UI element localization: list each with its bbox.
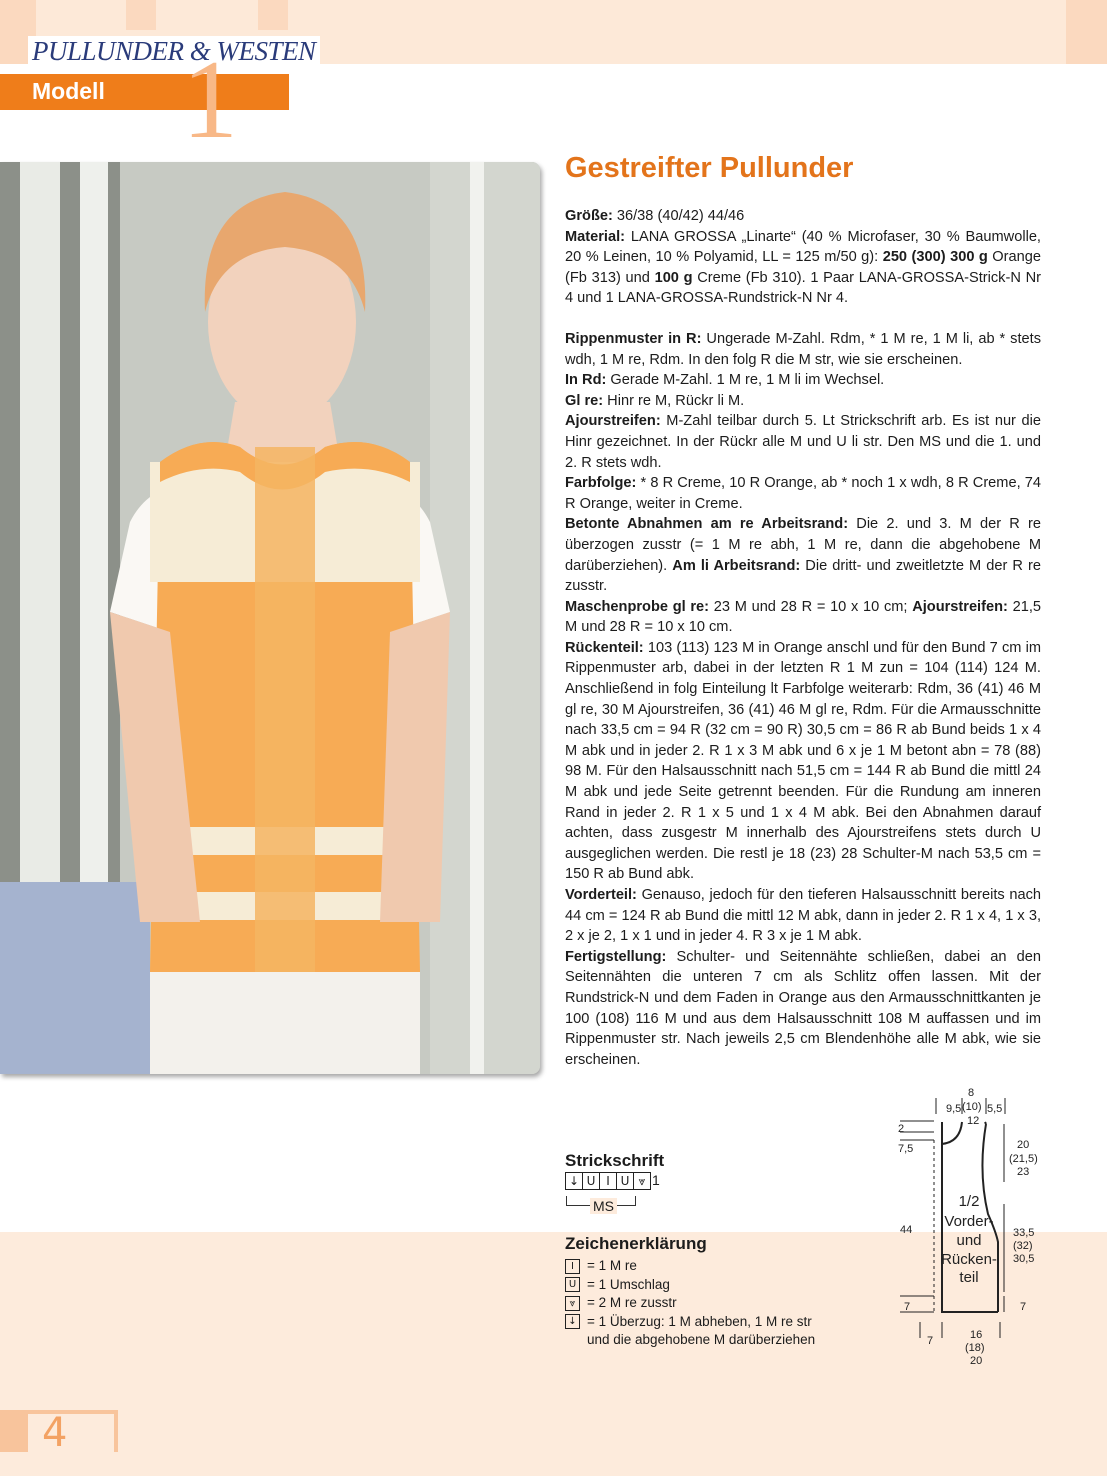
- material-amount: 100 g: [654, 269, 693, 286]
- material-text: Creme (Fb 310). 1 Paar LANA-GROSSA-Strick-N Nr 4 und 1 LANA-GROSSA-Rundstrick-N Nr 4.: [565, 269, 1041, 307]
- in-rounds-paragraph: [565, 370, 1041, 391]
- dim-bottom-16b: (18): [965, 1342, 985, 1354]
- legend-text: = 1 M re: [587, 1258, 637, 1273]
- material-amount: 250 (300) 300 g: [882, 249, 988, 266]
- dim-right-20c: 23: [1017, 1166, 1030, 1178]
- legend-title: Zeichenerklärung: [565, 1234, 707, 1253]
- chart-cell: U: [616, 1172, 634, 1190]
- dim-bottom-7: 7: [927, 1335, 934, 1347]
- finishing-text: Schulter- und Seitennähte schließen, dabei an den Seitennähten die unteren 7 cm als Schlitz offen lassen. Mit der Rundstrick-N und dem Faden in Orange aus den Armausschnittkanten je 100 (108) 116 M und aus dem Halsausschnitt 108 M auffassen und im Rippenmuster str. Nach jeweils 2,5 cm Blendenhöhe alle M abk, wie sie erscheinen.: [565, 948, 1041, 1068]
- dim-top-a: 9,5: [946, 1103, 962, 1115]
- material-text: Orange (Fb 313) und: [565, 249, 1041, 286]
- dim-top-b1: 8: [968, 1087, 975, 1099]
- skp-symbol-icon: ↓: [565, 1314, 580, 1329]
- neckline-curve: [942, 1122, 962, 1144]
- model-photo-illustration: [0, 162, 540, 1074]
- back-label: Rückenteil:: [565, 639, 644, 656]
- schematic-diagram: [890, 1082, 1065, 1372]
- rib-pattern-text: Ungerade M-Zahl. Rdm, * 1 M re, 1 M li, ab * stets wdh, 1 M re, Rdm. In den folg R die M str, wie sie erscheinen.: [565, 330, 1042, 368]
- legend-item: [565, 1294, 815, 1313]
- series-title: PULLUNDER & WESTEN: [28, 36, 320, 67]
- legend-text: = 1 Überzug: 1 M abheben, 1 M re str: [587, 1313, 812, 1329]
- header-block: [1066, 0, 1107, 64]
- decrease-paragraph: [565, 514, 1041, 596]
- rib-pattern-label: Rippenmuster in R:: [565, 330, 702, 347]
- left-edge-label: Am li Arbeitsrand:: [672, 557, 801, 574]
- material-label: Material:: [565, 228, 626, 245]
- legend-item: [565, 1257, 815, 1276]
- article-title: Gestreifter Pullunder: [565, 152, 854, 184]
- stockinette-text: Hinr re M, Rückr li M.: [603, 392, 745, 409]
- decrease-text: Die 2. und 3. M der R re überzogen zusstr (= 1 M re abh, 1 M re, dann die abgehobene M darüberziehen).: [565, 516, 1041, 574]
- front-text: Genauso, jedoch für den tieferen Halsausschnitt bereits nach 44 cm = 124 R ab Bund die mittl 12 M abk, dann in jeder 2. R 1 x 4, 1 x 3, 2 x je 2, 1 x 1 und in jeder 4. R 3 x je 1 M abk.: [565, 887, 1041, 945]
- instructions-text: [565, 206, 1041, 1070]
- chart-cell: I: [599, 1172, 617, 1190]
- piece-label-5: teil: [959, 1269, 979, 1286]
- in-rounds-text: Gerade M-Zahl. 1 M re, 1 M li im Wechsel.: [606, 372, 885, 389]
- piece-label-4: Rücken-: [941, 1251, 997, 1268]
- dim-right-20a: 20: [1017, 1139, 1030, 1151]
- stockinette-paragraph: [565, 391, 1041, 412]
- stockinette-label: Gl re:: [565, 392, 604, 409]
- left-edge-text: Die dritt- und zweitletzte M der R re zusstr.: [565, 557, 1041, 595]
- finishing-paragraph: [565, 947, 1041, 1071]
- chart-cell: ⩔: [633, 1172, 651, 1190]
- repeat-label: MS: [590, 1198, 617, 1214]
- gauge-lace-label: Ajourstreifen:: [912, 598, 1008, 615]
- dim-left-2: 2: [898, 1123, 905, 1135]
- dim-left-7: 7: [904, 1301, 911, 1313]
- gauge-paragraph: [565, 597, 1041, 638]
- color-sequence-label: Farbfolge:: [565, 475, 637, 492]
- header-block: [258, 0, 288, 30]
- knitting-chart: [565, 1172, 650, 1190]
- size-paragraph: [565, 206, 1041, 227]
- header-block: [126, 0, 156, 30]
- piece-label-3: und: [956, 1232, 982, 1249]
- in-rounds-label: In Rd:: [565, 372, 607, 389]
- back-paragraph: [565, 638, 1041, 885]
- gauge-text: 23 M und 28 R = 10 x 10 cm;: [709, 598, 913, 615]
- page-number: 4: [42, 1410, 68, 1456]
- dim-bottom-16c: 20: [970, 1355, 983, 1367]
- legend-text: und die abgehobene M darüberziehen: [587, 1332, 816, 1347]
- dim-right-335c: 30,5: [1013, 1253, 1035, 1265]
- chart-cell: ↓: [565, 1172, 583, 1190]
- shoulder-line: [985, 1122, 986, 1124]
- dim-top-b2: (10): [962, 1101, 982, 1113]
- modell-number: 1: [182, 38, 238, 162]
- legend-text: = 1 Umschlag: [587, 1276, 670, 1292]
- chart-title: Strickschrift: [565, 1151, 665, 1170]
- lace-stripe-paragraph: [565, 411, 1041, 473]
- front-label: Vorderteil:: [565, 887, 637, 903]
- dim-top-b3: 12: [967, 1115, 980, 1127]
- dim-right-20b: (21,5): [1009, 1153, 1038, 1165]
- decrease-label: Betonte Abnahmen am re Arbeitsrand:: [565, 516, 849, 533]
- dim-right-335b: (32): [1013, 1240, 1033, 1252]
- chart-row-number: 1: [652, 1172, 660, 1188]
- piece-label-2: Vorder-: [944, 1213, 994, 1230]
- legend-item: [565, 1276, 815, 1295]
- legend-text: = 2 M re zusstr: [587, 1295, 677, 1310]
- finishing-label: Fertigstellung:: [565, 948, 667, 965]
- dim-top-c: 5,5: [987, 1103, 1003, 1115]
- k2tog-symbol-icon: ⩔: [565, 1296, 580, 1311]
- dim-bottom-16a: 16: [970, 1329, 983, 1341]
- knit-symbol-icon: I: [565, 1259, 580, 1274]
- color-sequence-text: * 8 R Creme, 10 R Orange, ab * noch 1 x wdh, 8 R Creme, 74 R Orange, weiter in Creme.: [565, 475, 1041, 512]
- piece-label-1: 1/2: [958, 1193, 980, 1210]
- dim-left-75: 7,5: [898, 1143, 914, 1155]
- legend-item: [565, 1331, 815, 1350]
- legend-item: [565, 1313, 815, 1332]
- gauge-lace-text: 21,5 M und 28 R = 10 x 10 cm.: [565, 598, 1041, 636]
- lace-stripe-label: Ajourstreifen:: [565, 413, 661, 430]
- front-paragraph: [565, 885, 1041, 947]
- dim-right-335a: 33,5: [1013, 1227, 1035, 1239]
- model-photo: [0, 162, 540, 1074]
- legend: [565, 1257, 815, 1350]
- size-text: 36/38 (40/42) 44/46: [612, 208, 745, 224]
- back-text: 103 (113) 123 M in Orange anschl und für den Bund 7 cm im Rippenmuster arb, dabei in der letzten R 1 M zun = 104 (114) 124 M. Anschließend in folg Einteilung lt Farbfolge weiterarb: Rdm, 36 (41) 46 M gl re, 30 M Ajourstreifen, 36 (41) 46 M gl re, Rdm. Für die Armausschnitte nach 33,5 cm = 94 R (32 cm = 90 R) 30,5 cm = 86 R ab Bund beids 1 x 4 M abk und in jeder 2. R 1 x 3 M abk und 6 x je 1 M betont abn = 78 (88) 98 M. Für den Halsausschnitt nach 51,5 cm = 144 R ab Bund die mittl 24 M abk und jede Seite getrennt beenden. Für die Rundung am inneren Rand in jeder 2. R 1 x 5 und 1 x 4 M abk. Bei den Abnahmen darauf achten, dass zusgestr M innerhalb des Ajourstreifens stets durch U ausgeglichen werden. Die restl je 18 (23) 28 Schulter-M nach 53,5 cm = 150 R ab Bund abk.: [565, 639, 1041, 883]
- chart-cell: U: [582, 1172, 600, 1190]
- yarn-over-symbol-icon: U: [565, 1277, 580, 1292]
- modell-label: Modell: [32, 78, 105, 104]
- rib-pattern-paragraph: [565, 329, 1041, 370]
- dim-right-7: 7: [1020, 1301, 1027, 1313]
- gauge-label: Maschenprobe gl re:: [565, 598, 710, 615]
- material-text: LANA GROSSA „Linarte“ (40 % Microfaser, 30 % Baumwolle, 20 % Leinen, 10 % Polyamid, LL = 125 m/50 g):: [565, 228, 1041, 266]
- size-label: Größe:: [565, 208, 613, 224]
- material-paragraph: [565, 227, 1041, 309]
- color-sequence-paragraph: [565, 473, 1041, 514]
- lace-stripe-text: M-Zahl teilbar durch 5. Lt Strickschrift arb. Es ist nur die Hinr gezeichnet. In der Rückr alle M und U li str. Den MS und die 1. und 2. R stets wdh.: [565, 413, 1041, 471]
- dim-left-44: 44: [900, 1224, 913, 1236]
